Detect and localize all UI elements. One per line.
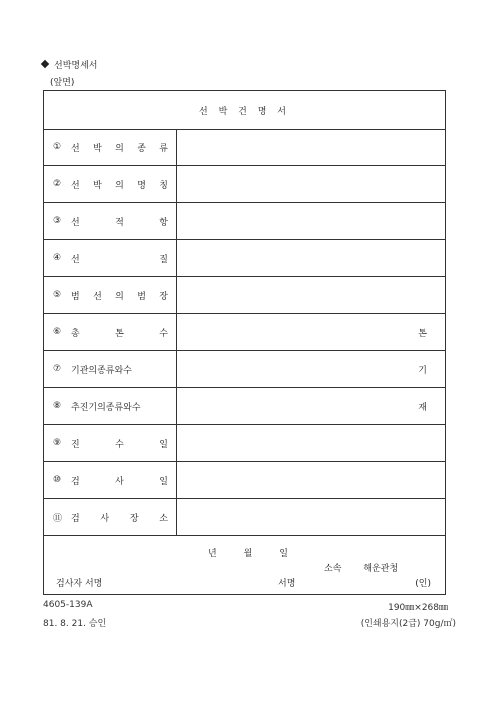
form-row xyxy=(44,425,445,462)
row-label xyxy=(71,499,168,535)
ship-spec-form xyxy=(43,90,446,595)
row-label-cell xyxy=(44,499,177,535)
row-label-char: 범 xyxy=(137,291,146,302)
row-label-char: 추진기의종류와수 xyxy=(71,402,141,413)
form-row xyxy=(44,240,445,277)
document-title: 선박명세서 xyxy=(54,61,98,71)
form-row xyxy=(44,388,445,425)
row-number: ⑦ xyxy=(53,364,62,374)
row-label xyxy=(71,425,168,461)
form-row xyxy=(44,277,445,314)
sign-label: 서명 xyxy=(278,579,296,589)
row-label-char: 선 xyxy=(71,143,80,154)
form-row xyxy=(44,166,445,203)
row-number: ① xyxy=(53,142,62,152)
row-label-char: 선 xyxy=(71,180,80,191)
row-number: ⑨ xyxy=(53,438,62,448)
form-rows xyxy=(44,129,445,536)
signature-section xyxy=(44,537,445,594)
office-line xyxy=(324,561,398,574)
affiliation-label: 소속 xyxy=(324,564,342,574)
row-label-char: 일 xyxy=(159,439,168,450)
form-row xyxy=(44,314,445,351)
diamond-bullet-icon xyxy=(41,60,49,68)
row-label-cell xyxy=(44,314,177,350)
row-label-char: 의 xyxy=(115,143,124,154)
row-label-cell xyxy=(44,277,177,313)
row-label-char: 명 xyxy=(137,180,146,191)
row-label-char: 박 xyxy=(93,143,102,154)
form-row xyxy=(44,499,445,536)
row-unit: 기 xyxy=(418,365,427,376)
row-label-char: 진 xyxy=(71,439,80,450)
row-label-char: 수 xyxy=(159,328,168,339)
row-label-cell xyxy=(44,166,177,202)
form-row xyxy=(44,462,445,499)
row-unit: 재 xyxy=(418,402,427,413)
row-label-char: 종 xyxy=(137,143,146,154)
row-label-char: 기관의종류와수 xyxy=(71,365,132,376)
row-label-char: 박 xyxy=(93,180,102,191)
office-label: 해운관청 xyxy=(363,564,399,574)
row-label xyxy=(71,351,168,387)
row-label-char: 검 xyxy=(71,513,80,524)
row-label-cell xyxy=(44,240,177,276)
form-number: 4605-139A xyxy=(43,600,93,610)
row-label-cell xyxy=(44,129,177,165)
row-label xyxy=(71,388,168,424)
row-label-char: 칭 xyxy=(159,180,168,191)
row-label-char: 수 xyxy=(115,439,124,450)
row-label xyxy=(71,277,168,313)
form-row xyxy=(44,351,445,388)
row-label-char: 선 xyxy=(71,254,80,265)
row-label-char: 장 xyxy=(159,291,168,302)
day-label: 일 xyxy=(279,549,288,559)
row-label-char: 의 xyxy=(115,180,124,191)
row-label-char: 총 xyxy=(71,328,80,339)
row-label-char: 적 xyxy=(115,217,124,228)
row-number: ⑪ xyxy=(53,513,63,524)
row-label xyxy=(71,462,168,498)
row-label-cell xyxy=(44,388,177,424)
document-heading xyxy=(40,58,97,71)
row-label-char: 범 xyxy=(71,291,80,302)
row-label-cell xyxy=(44,425,177,461)
row-label-char: 사 xyxy=(100,513,110,524)
row-label-cell xyxy=(44,351,177,387)
row-label-char: 질 xyxy=(159,254,168,265)
row-label-char: 사 xyxy=(115,476,124,487)
form-title: 선 박 건 명 서 xyxy=(44,91,445,130)
row-label xyxy=(71,129,168,165)
front-side-label: (앞면) xyxy=(50,78,75,88)
row-label-char: 톤 xyxy=(115,328,124,339)
row-label-cell xyxy=(44,203,177,239)
row-number: ⑥ xyxy=(53,327,62,337)
inspector-signature-label: 검사자 서명 xyxy=(56,579,103,589)
row-label-char: 일 xyxy=(159,476,168,487)
row-label xyxy=(71,166,168,202)
approval-date: 81. 8. 21. 승인 xyxy=(43,619,107,629)
row-label xyxy=(71,240,168,276)
row-label-cell xyxy=(44,462,177,498)
row-number: ⑧ xyxy=(53,401,62,411)
row-number: ② xyxy=(53,179,62,189)
form-size: 190㎜×268㎜ xyxy=(388,603,448,613)
row-label-char: 류 xyxy=(159,143,168,154)
form-row xyxy=(44,129,445,166)
seal-label: (인) xyxy=(415,579,431,589)
form-row xyxy=(44,203,445,240)
row-label xyxy=(71,203,168,239)
year-label: 년 xyxy=(208,549,217,559)
row-label-char: 소 xyxy=(159,513,168,524)
row-label-char: 선 xyxy=(71,217,80,228)
row-label-char: 항 xyxy=(159,217,168,228)
row-label-char: 의 xyxy=(115,291,124,302)
date-line xyxy=(208,546,288,559)
row-label-char: 검 xyxy=(71,476,80,487)
row-number: ③ xyxy=(53,216,62,226)
row-label-char: 장 xyxy=(129,513,139,524)
row-unit: 톤 xyxy=(418,328,427,339)
row-number: ⑤ xyxy=(53,290,62,300)
row-label-char: 선 xyxy=(93,291,102,302)
row-number: ④ xyxy=(53,253,62,263)
row-label xyxy=(71,314,168,350)
month-label: 월 xyxy=(243,549,253,559)
row-number: ⑩ xyxy=(53,475,62,485)
paper-spec: (인쇄용지(2급) 70g/㎡) xyxy=(360,619,456,629)
